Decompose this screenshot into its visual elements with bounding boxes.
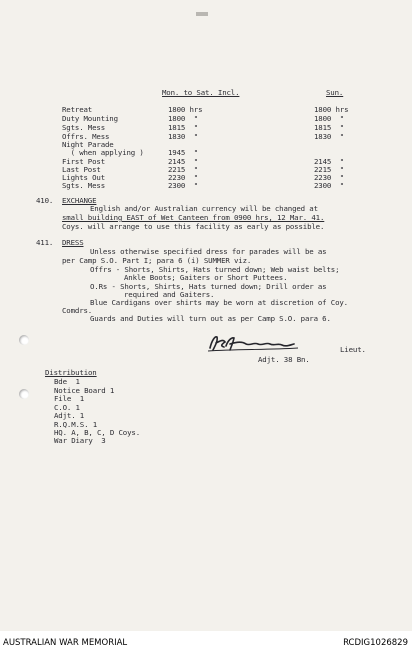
section-410-title: EXCHANGE bbox=[62, 196, 97, 205]
section-411-line: Offrs - Shorts, Shirts, Hats turned down; Web waist belts; bbox=[90, 265, 340, 274]
section-411-title: DRESS bbox=[62, 238, 84, 247]
schedule-sun: 1830 " bbox=[314, 132, 345, 141]
schedule-name: Offrs. Mess bbox=[62, 132, 110, 141]
schedule-name: Duty Mounting bbox=[62, 114, 118, 123]
signature-rank: Lieut. bbox=[340, 345, 366, 354]
schedule-mon: 2145 " bbox=[168, 157, 199, 166]
schedule-mon: 2300 " bbox=[168, 181, 199, 190]
section-410-line: small building EAST of Wet Canteen from 0900 hrs, 12 Mar. 41. bbox=[62, 213, 325, 222]
distribution-item: HQ. A, B, C, D Coys. bbox=[54, 428, 140, 437]
distribution-item: Bde 1 bbox=[54, 377, 80, 386]
section-411-line: Guards and Duties will turn out as per Camp S.O. para 6. bbox=[90, 314, 331, 323]
distribution-item: File 1 bbox=[54, 394, 85, 403]
distribution-item: C.O. 1 bbox=[54, 403, 80, 412]
section-411-line: Unless otherwise specified dress for parades will be as bbox=[90, 247, 327, 256]
schedule-sun: 1815 " bbox=[314, 123, 345, 132]
section-411-line: O.Rs - Shorts, Shirts, Hats turned down; Drill order as bbox=[90, 282, 327, 291]
section-410-line: Coys. will arrange to use this facility as early as possible. bbox=[62, 222, 325, 231]
section-411-line: Blue Cardigans over shirts may be worn at discretion of Coy. bbox=[90, 298, 348, 307]
schedule-name: Sgts. Mess bbox=[62, 181, 105, 190]
section-411-number: 411. bbox=[36, 238, 54, 247]
section-411-line: Ankle Boots; Gaiters or Short Puttees. bbox=[124, 273, 288, 282]
distribution-item: War Diary 3 bbox=[54, 436, 106, 445]
schedule-sun: 1800 " bbox=[314, 114, 345, 123]
punch-hole-top bbox=[19, 335, 29, 345]
column-header-mon-sat: Mon. to Sat. Incl. bbox=[162, 88, 240, 97]
schedule-sun: 2145 " bbox=[314, 157, 345, 166]
schedule-mon: 1830 " bbox=[168, 132, 199, 141]
schedule-name: ( when applying ) bbox=[62, 148, 144, 157]
schedule-name: Last Post bbox=[62, 165, 101, 174]
schedule-mon: 2230 " bbox=[168, 173, 199, 182]
section-410-number: 410. bbox=[36, 196, 54, 205]
section-411-line: required and Gaiters. bbox=[124, 290, 215, 299]
schedule-sun: 2300 " bbox=[314, 181, 345, 190]
schedule-sun: 1800 hrs bbox=[314, 105, 349, 114]
footer-source: AUSTRALIAN WAR MEMORIAL bbox=[3, 638, 128, 648]
section-411-line: per Camp S.O. Part I; para 6 (i) SUMMER viz. bbox=[62, 256, 252, 265]
schedule-mon: 1800 " bbox=[168, 114, 199, 123]
archive-footer bbox=[0, 631, 412, 654]
handwritten-signature bbox=[206, 332, 304, 354]
page-number-mark bbox=[196, 12, 208, 16]
schedule-name: Retreat bbox=[62, 105, 93, 114]
distribution-item: Notice Board 1 bbox=[54, 386, 115, 395]
schedule-mon: 2215 " bbox=[168, 165, 199, 174]
schedule-name: Night Parade bbox=[62, 140, 114, 149]
schedule-name: First Post bbox=[62, 157, 105, 166]
section-411-line: Comdrs. bbox=[62, 306, 93, 315]
schedule-name: Sgts. Mess bbox=[62, 123, 105, 132]
schedule-sun: 2215 " bbox=[314, 165, 345, 174]
distribution-title: Distribution bbox=[45, 368, 97, 377]
footer-record-id: RCDIG1026829 bbox=[343, 638, 408, 648]
distribution-item: R.Q.M.S. 1 bbox=[54, 420, 97, 429]
schedule-mon: 1800 hrs bbox=[168, 105, 203, 114]
schedule-sun: 2230 " bbox=[314, 173, 345, 182]
schedule-name: Lights Out bbox=[62, 173, 105, 182]
distribution-item: Adjt. 1 bbox=[54, 411, 85, 420]
schedule-mon: 1945 " bbox=[168, 148, 199, 157]
column-header-sun: Sun. bbox=[326, 88, 344, 97]
signature-appointment: Adjt. 38 Bn. bbox=[258, 355, 310, 364]
schedule-mon: 1815 " bbox=[168, 123, 199, 132]
section-410-line: English and/or Australian currency will be changed at bbox=[90, 204, 318, 213]
punch-hole-bottom bbox=[19, 389, 29, 399]
